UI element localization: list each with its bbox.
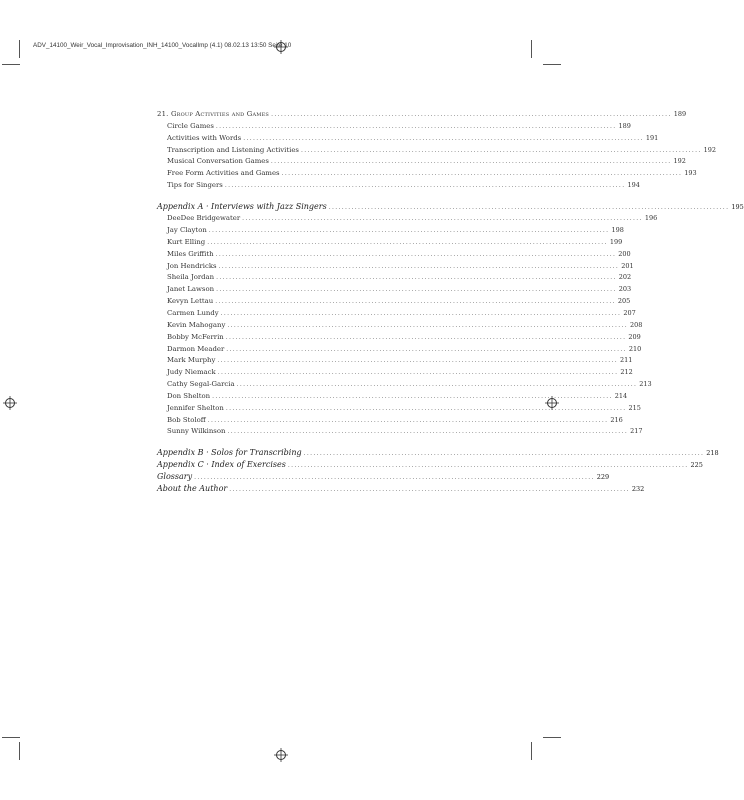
toc-item (157, 145, 717, 157)
toc-page-number: 189 (673, 110, 687, 118)
toc-item (157, 344, 642, 356)
toc-entry-title: About the Author (157, 483, 228, 493)
toc-page-number: 215 (628, 403, 641, 412)
dot-leader: ........................................................................................................................... (207, 238, 608, 246)
toc-item-label: Musical Conversation Games (167, 157, 269, 166)
toc-item-label: Bob Stoloff (167, 415, 206, 424)
toc-item-label: Circle Games (167, 121, 214, 130)
toc-item-label: Tips for Singers (167, 181, 223, 190)
toc-item-label: Jennifer Shelton (167, 403, 224, 412)
toc-page-number: 232 (631, 484, 645, 493)
toc-item-label: Activities with Words (167, 133, 242, 142)
toc-item (157, 320, 643, 332)
toc-chapter-21 (157, 109, 687, 121)
toc-page-number: 201 (621, 261, 634, 270)
dot-leader: ........................................................................................................................... (281, 170, 683, 178)
appendix-a-items (157, 213, 658, 438)
dot-leader: ........................................................................................................................... (229, 485, 630, 493)
toc-page-number: 205 (617, 297, 631, 306)
toc-page-number: 192 (673, 157, 686, 166)
dot-leader: ........................................................................................................................... (226, 345, 627, 353)
dot-leader: ........................................................................................................................... (215, 250, 617, 258)
crop-mark-top-left-h (2, 64, 20, 65)
toc-page-number: 209 (628, 332, 641, 341)
toc-item-label: Sunny Wilkinson (167, 427, 226, 436)
toc-item-label: Miles Griffith (167, 249, 214, 258)
dot-leader: ........................................................................................................................... (227, 428, 629, 436)
toc-page-number: 229 (596, 472, 610, 481)
toc-entry-title: Appendix A · Interviews with Jazz Singers (157, 202, 327, 212)
toc-page-number: 217 (630, 427, 643, 436)
dot-leader: ........................................................................................................................... (225, 333, 627, 341)
registration-mark-left-icon (3, 396, 17, 410)
toc-item-label: Transcription and Listening Activities (167, 145, 299, 154)
toc-page-number: 210 (628, 344, 642, 353)
toc-page-number: 199 (609, 237, 623, 246)
dot-leader: ........................................................................................................................... (271, 111, 672, 118)
toc-item-label: Kevin Mahogany (167, 320, 226, 329)
toc-page-number: 207 (623, 309, 636, 317)
dot-leader: ........................................................................................................................... (208, 227, 610, 235)
toc-item (157, 332, 641, 344)
dot-leader: ........................................................................................................................... (303, 450, 705, 458)
dot-leader: ........................................................................................................................... (225, 404, 627, 412)
dot-leader: ........................................................................................................................... (328, 204, 730, 212)
toc-item (157, 426, 643, 438)
toc-item-label: Darmon Meader (167, 344, 225, 353)
table-of-contents (157, 109, 744, 495)
dot-leader: ........................................................................................................................... (270, 158, 672, 166)
toc-item (157, 225, 624, 237)
dot-leader: ........................................................................................................................... (215, 298, 616, 306)
toc-about-the-author (157, 483, 645, 495)
toc-appendix-c (157, 459, 703, 471)
toc-item (157, 121, 631, 133)
toc-item (157, 249, 631, 261)
toc-item (157, 272, 632, 284)
toc-item-label: Bobby McFerrin (167, 332, 224, 341)
dot-leader: ........................................................................................................................... (218, 262, 620, 270)
crop-mark-top-right-h (543, 64, 561, 65)
toc-item (157, 284, 632, 296)
toc-page-number: 214 (614, 391, 628, 400)
dot-leader: ........................................................................................................................... (227, 321, 629, 329)
dot-leader: ........................................................................................................................... (242, 215, 643, 223)
dot-leader: ........................................................................................................................... (212, 392, 613, 400)
toc-item (157, 213, 658, 225)
toc-entry-title: Appendix B · Solos for Transcribing (157, 448, 302, 458)
dot-leader: ........................................................................................................................... (287, 462, 689, 470)
toc-page-number: 203 (618, 285, 632, 294)
toc-page-number: 198 (611, 226, 624, 235)
toc-page-number: 218 (706, 449, 719, 458)
crop-mark-top-left-v (19, 40, 20, 58)
crop-mark-bottom-right-v (531, 742, 532, 760)
dot-leader: ........................................................................................................................... (216, 286, 617, 294)
dot-leader: ........................................................................................................................... (220, 310, 622, 317)
toc-page-number: 212 (620, 368, 633, 377)
toc-item (157, 367, 633, 379)
toc-page-number: 200 (618, 249, 631, 258)
crop-mark-top-right-v (531, 40, 532, 58)
toc-page-number: 194 (627, 181, 640, 190)
toc-item (157, 391, 628, 403)
dot-leader: ........................................................................................................................... (215, 122, 617, 130)
toc-page-number: 196 (644, 214, 658, 223)
toc-page-number: 193 (684, 169, 697, 178)
toc-item (157, 261, 634, 273)
registration-mark-top-icon (274, 40, 288, 54)
print-slug: ADV_14100_Weir_Vocal_Improvisation_INH_14100_VocalImp (4.1) 08.02.13 13:50 Seite 10 (33, 42, 292, 49)
toc-item-label: Judy Niemack (167, 368, 216, 377)
toc-item-label: Jon Hendricks (167, 261, 217, 270)
spacer (157, 192, 464, 202)
dot-leader: ........................................................................................................................... (216, 274, 617, 282)
toc-entry-title: Glossary (157, 471, 193, 481)
toc-page-number: 189 (618, 121, 631, 130)
dot-leader: ........................................................................................................................... (243, 134, 644, 142)
toc-entry-title: Appendix C · Index of Exercises (157, 460, 286, 470)
toc-page-number: 195 (731, 203, 744, 212)
toc-item (157, 156, 686, 168)
toc-item (157, 415, 623, 427)
crop-mark-bottom-left-v (19, 742, 20, 760)
dot-leader: ........................................................................................................................... (194, 473, 595, 481)
toc-item (157, 379, 652, 391)
dot-leader: ........................................................................................................................... (300, 146, 702, 154)
toc-glossary (157, 471, 610, 483)
toc-item-label: Carmen Lundy (167, 309, 219, 317)
toc-item (157, 237, 623, 249)
toc-item-label: Jay Clayton (167, 226, 207, 235)
toc-page-number: 225 (690, 461, 703, 470)
toc-item-label: Mark Murphy (167, 356, 216, 365)
chapter-21-items (157, 121, 717, 192)
toc-item-label: Don Shelton (167, 391, 211, 400)
toc-item-label: Janet Lawson (167, 285, 215, 294)
toc-item (157, 355, 633, 367)
toc-item (157, 296, 631, 308)
toc-entry-title: 21. Group Activities and Games (157, 110, 270, 118)
toc-item-label: Kevyn Lettau (167, 297, 214, 306)
toc-page-number: 192 (703, 145, 717, 154)
dot-leader: ........................................................................................................................... (217, 369, 619, 377)
toc-item (157, 308, 636, 320)
dot-leader: ........................................................................................................................... (217, 357, 618, 365)
toc-item-label: Free Form Activities and Games (167, 169, 280, 178)
toc-item-label: DeeDee Bridgewater (167, 214, 241, 223)
toc-appendix-b (157, 447, 719, 459)
toc-item-label: Kurt Elling (167, 237, 206, 246)
toc-item (157, 403, 641, 415)
toc-item (157, 168, 697, 180)
toc-item-label: Cathy Segal-Garcia (167, 380, 235, 389)
toc-page-number: 213 (639, 380, 652, 389)
toc-item (157, 133, 659, 145)
toc-page-number: 211 (620, 356, 633, 365)
toc-item-label: Sheila Jordan (167, 273, 215, 282)
dot-leader: ........................................................................................................................... (224, 182, 626, 190)
toc-page-number: 208 (630, 320, 643, 329)
toc-page-number: 216 (610, 415, 623, 424)
crop-mark-bottom-right-h (543, 737, 561, 738)
toc-page-number: 202 (618, 273, 632, 282)
crop-mark-bottom-left-h (2, 737, 20, 738)
dot-leader: ........................................................................................................................... (207, 416, 609, 424)
spacer (157, 438, 464, 447)
toc-appendix-a (157, 201, 744, 213)
dot-leader: ........................................................................................................................... (236, 381, 638, 389)
toc-page-number: 191 (645, 133, 659, 142)
registration-mark-bottom-icon (274, 748, 288, 762)
toc-item (157, 180, 640, 192)
